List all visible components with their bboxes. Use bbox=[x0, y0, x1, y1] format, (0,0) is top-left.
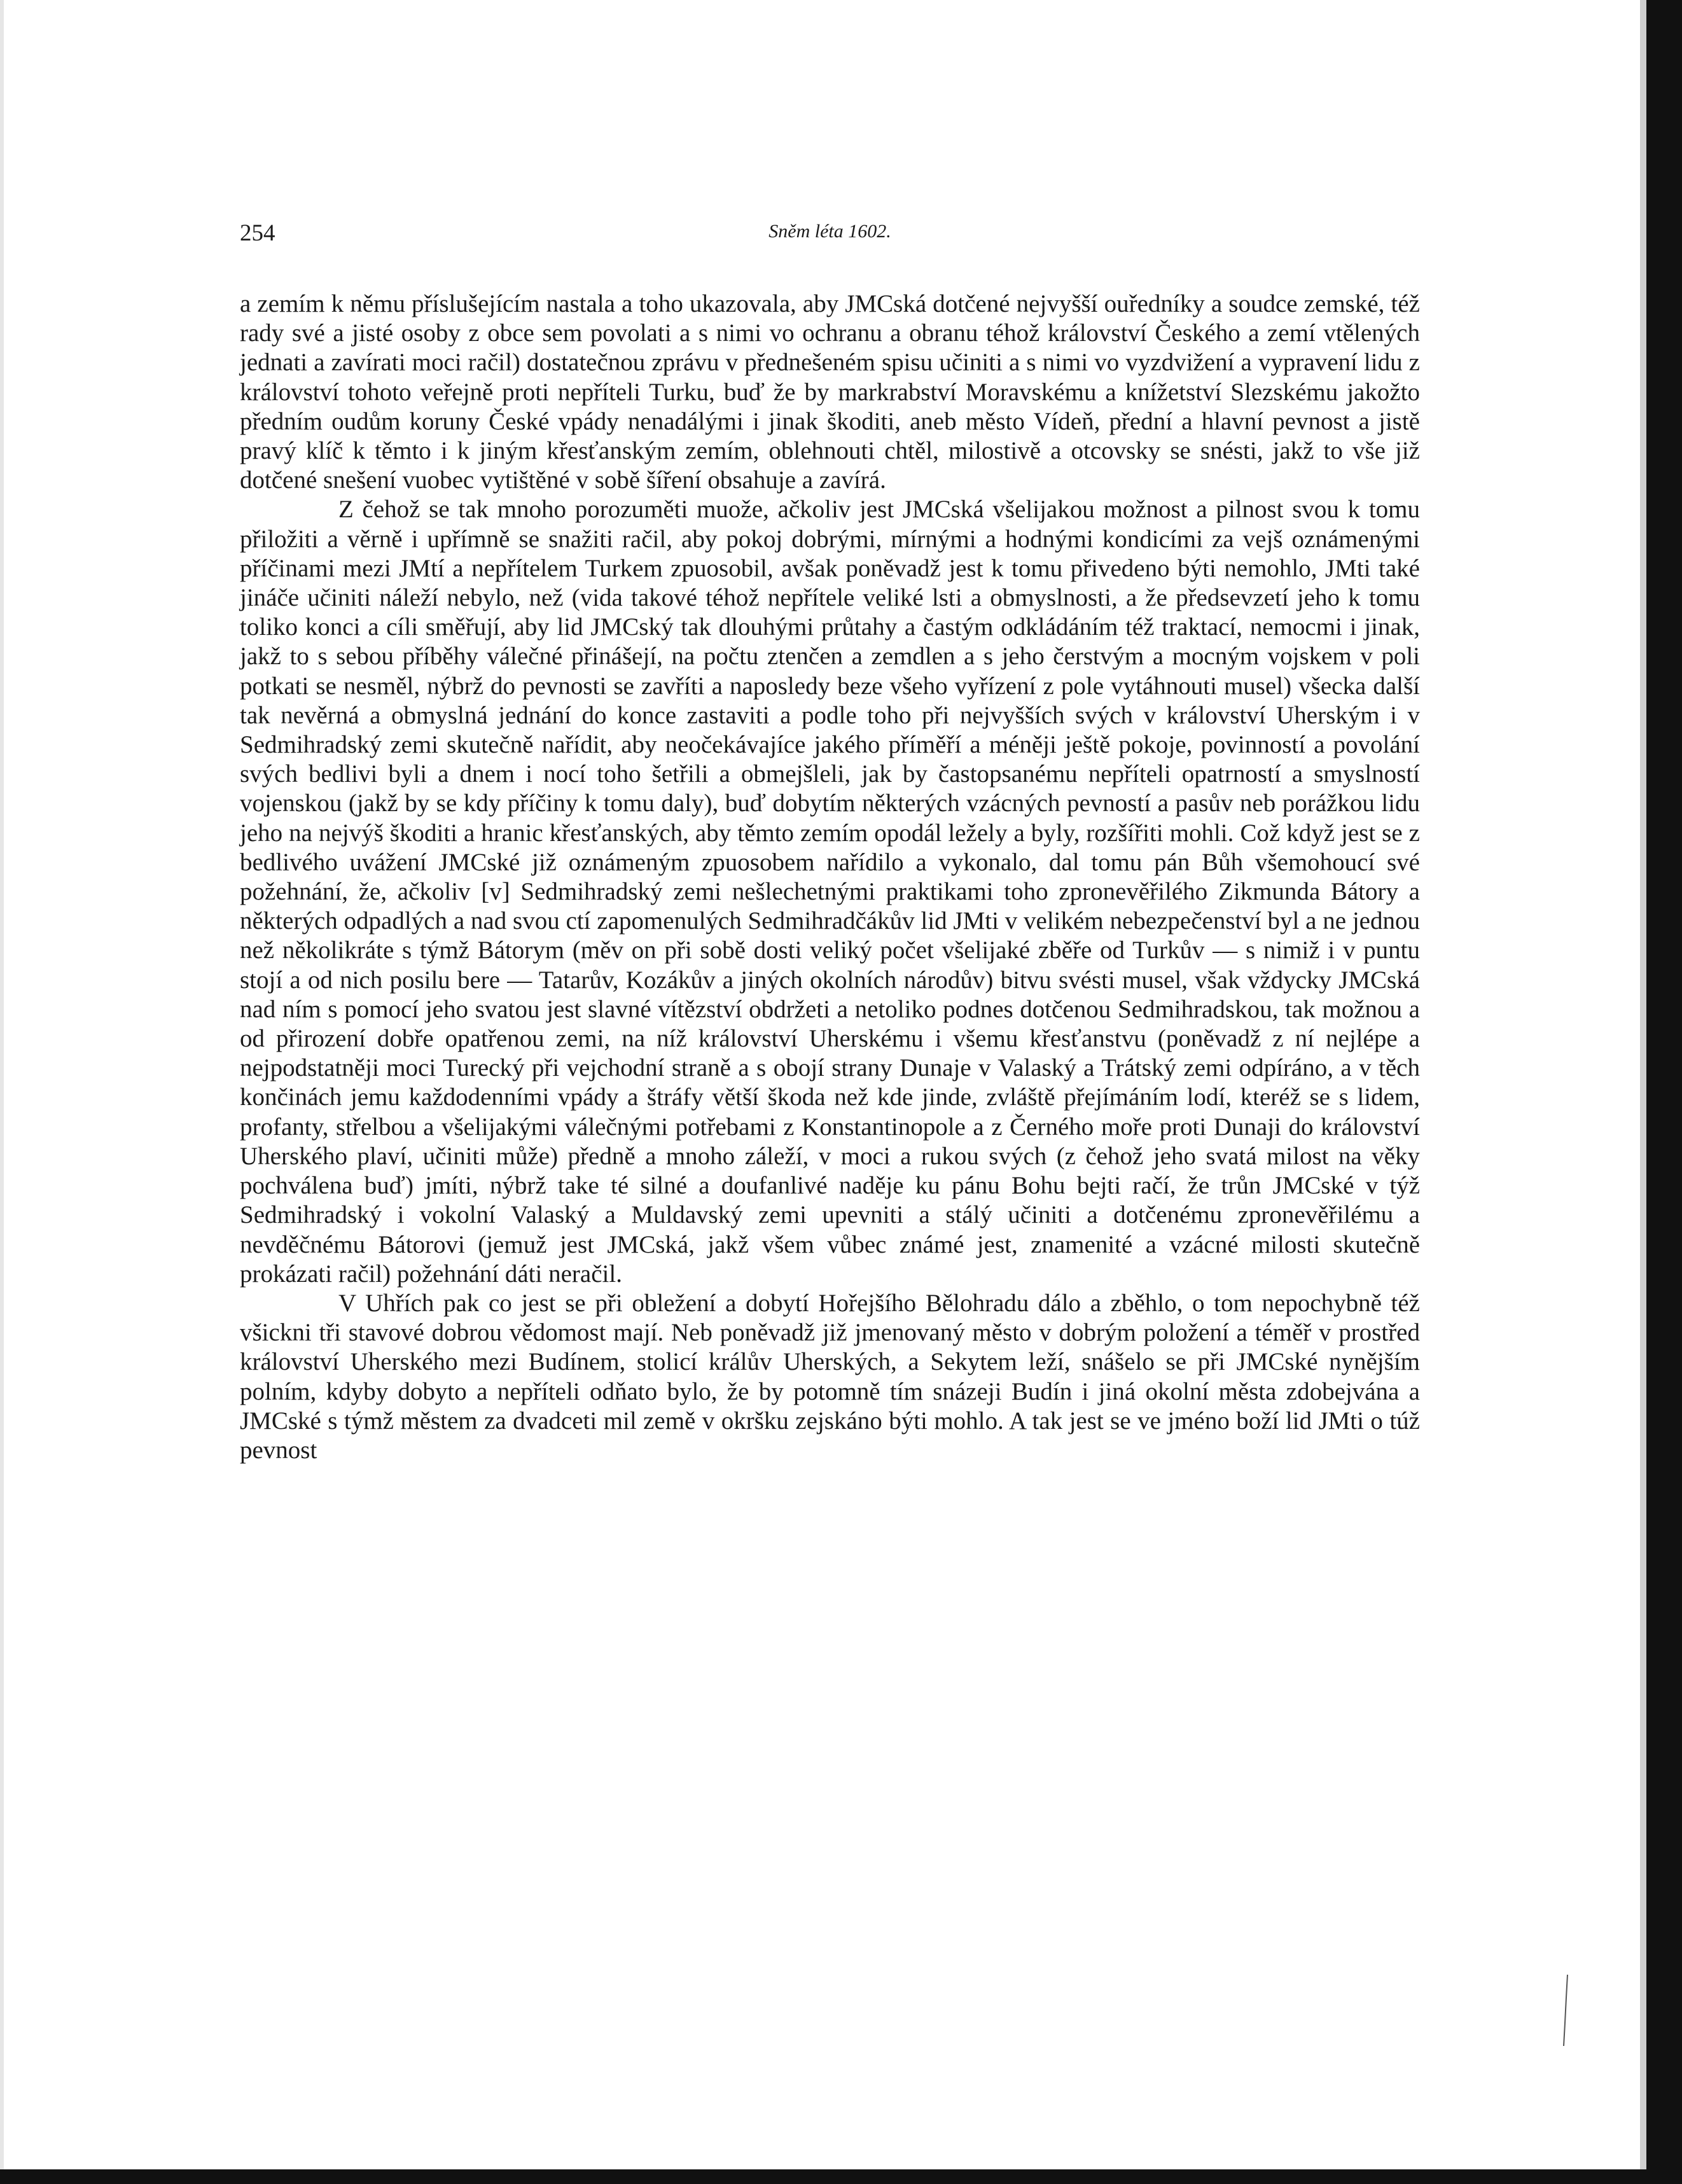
paragraph: V Uhřích pak co jest se při obležení a dobytí Hořejšího Bělohradu dálo a zběhlo, o tom nepochybně též všickni tři stavové dobrou vědomost mají. Neb poněvadž již jmenovaný město v dobrým položení a téměř v prostřed království Uherského mezi Budínem, stolicí králův Uherských, a Sekytem leží, snášelo se při JMCské nynějším polním, kdyby dobyto a nepříteli odňato bylo, že by potomně tím snázeji Budín i jiná okolní města zdobejvána a JMCské s týmž městem za dvadceti mil země v okršku zejskáno býti mohlo. A tak jest se ve jméno boží lid JMti o túž pevnost bbox=[240, 1289, 1420, 1464]
running-title: Sněm léta 1602. bbox=[768, 221, 891, 242]
scan-left-shading bbox=[0, 0, 4, 2184]
paragraph: a zemím k němu příslušejícím nastala a toho ukazovala, aby JMCská dotčené nejvyšší ouředníky a soudce zemské, též rady své a jisté osoby z obce sem povolati a s nimi vo ochranu a obranu téhož království Českého a zemí vtělených jednati a zavírati moci račil) dostatečnou zprávu v přednešeném spisu učiniti a s nimi vo vyzdvižení a vypravení lidu z království tohoto veřejně proti nepříteli Turku, buď že by markrabství Moravskému a knížetství Slezskému jakožto předním oudům koruny České vpády nenadálými i jinak škoditi, aneb město Vídeň, přední a hlavní pevnost a jistě pravý klíč k těmto i k jiným křesťanským zemím, oblehnouti chtěl, milostivě a otcovsky se snésti, jakž to vše již dotčené snešení vuobec vytištěné v sobě šíření obsahuje a zavírá. bbox=[240, 290, 1420, 494]
scan-right-border bbox=[1646, 0, 1682, 2184]
scan-bottom-border bbox=[0, 2169, 1682, 2184]
page-number: 254 bbox=[240, 220, 275, 246]
scan-right-gutter bbox=[1640, 0, 1646, 2184]
page-header bbox=[240, 219, 1420, 258]
margin-pencil-mark bbox=[1559, 1972, 1574, 2048]
paragraph: Z čehož se tak mnoho porozuměti muože, ačkoliv jest JMCská všelijakou možnost a pilnost svou k tomu přiložiti a věrně i upřímně se snažiti račil, aby pokoj dobrými, mírnými a hodnými kondicími za vejš oznámenými příčinami mezi JMtí a nepřítelem Turkem zpuosobil, avšak poněvadž jest k tomu přivedeno býti nemohlo, JMti také jináče učiniti náleží nebylo, než (vida takové téhož nepřítele veliké lsti a obmyslnosti, a že předsevzetí jeho k tomu toliko konci a cíli směřují, aby lid JMCský tak dlouhými průtahy a častým odkládáním též traktací, nemocmi i jinak, jakž to s sebou příběhy válečné přinášejí, na počtu ztenčen a zemdlen a s jeho čerstvým a mocným vojskem v poli potkati se nesměl, nýbrž do pevnosti se zavříti a naposledy beze všeho vyřízení z pole vytáhnouti musel) všecka další tak nevěrná a obmyslná jednání do konce zastaviti a podle toho při nejvyšších svých v království Uherským i v Sedmihradský zemi skutečně nařídit, aby neočekávajíce jakého příměří a méněji ještě pokoje, povinností a povolání svých bedlivi byli a dnem i nocí toho šetřili a obmejšleli, jak by častopsanému nepříteli opatrností a smyslností vojenskou (jakž by se kdy příčiny k tomu daly), buď dobytím některých vzácných pevností a pasův neb porážkou lidu jeho na nejvýš škoditi a hranic křesťanských, aby těmto zemím opodál ležely a byly, rozšířiti mohli. Což když jest se z bedlivého uvážení JMCské již oznámeným zpuosobem nařídilo a vykonalo, dal tomu pán Bůh všemohoucí své požehnání, že, ačkoliv [v] Sedmihradský zemi nešlechetnými praktikami toho zpronevěřilého Zikmunda Bátory a některých odpadlých a nad svou ctí zapomenulých Sedmihradčákův lid JMti v velikém nebezpečenství byl a ne jednou než několikráte s týmž Bátorym (měv on při sobě dosti veliký počet všelijaké zběře od Turkův — s nimiž i v puntu stojí a od nich posilu bere — Tatarův, Kozákův a jiných okolních národův) bitvu svésti musel, však vždycky JMCská nad ním s pomocí jeho svatou jest slavné vítězství obdržeti a netoliko podnes dotčenou Sedmihradskou, tak možnou a od přirození dobře opatřenou zemi, na níž království Uherskému i všemu křesťanstvu (poněvadž z ní nejlépe a nejpodstatněji moci Turecký při vejchodní straně a s obojí strany Dunaje v Valaský a Trátský zemi odpíráno, a v těch končinách jemu každodenními vpády a štráfy větší škoda než kde jinde, zvláště přejímáním lodí, kteréž se s lidem, profanty, střelbou a všelijakými válečnými potřebami z Konstantinopole a z Černého moře proti Dunaji do království Uherského plaví, učiniti může) předně a mnoho záleží, v moci a rukou svých (z čehož jeho svatá milost na věky pochválena buď) jmíti, nýbrž take té silné a doufanlivé naděje ku pánu Bohu bejti račí, že trůn JMCské v týž Sedmihradský i vokolní Valaský a Muldavský zemi upevniti a stálý učiniti a dotčenému zpronevěřilému a nevděčnému Bátorovi (jemuž jest JMCská, jakž všem vůbec známé jest, znamenité a vzácné milosti skutečně prokázati račil) požehnání dáti neračil. bbox=[240, 496, 1420, 1288]
body-text bbox=[240, 289, 1420, 1465]
